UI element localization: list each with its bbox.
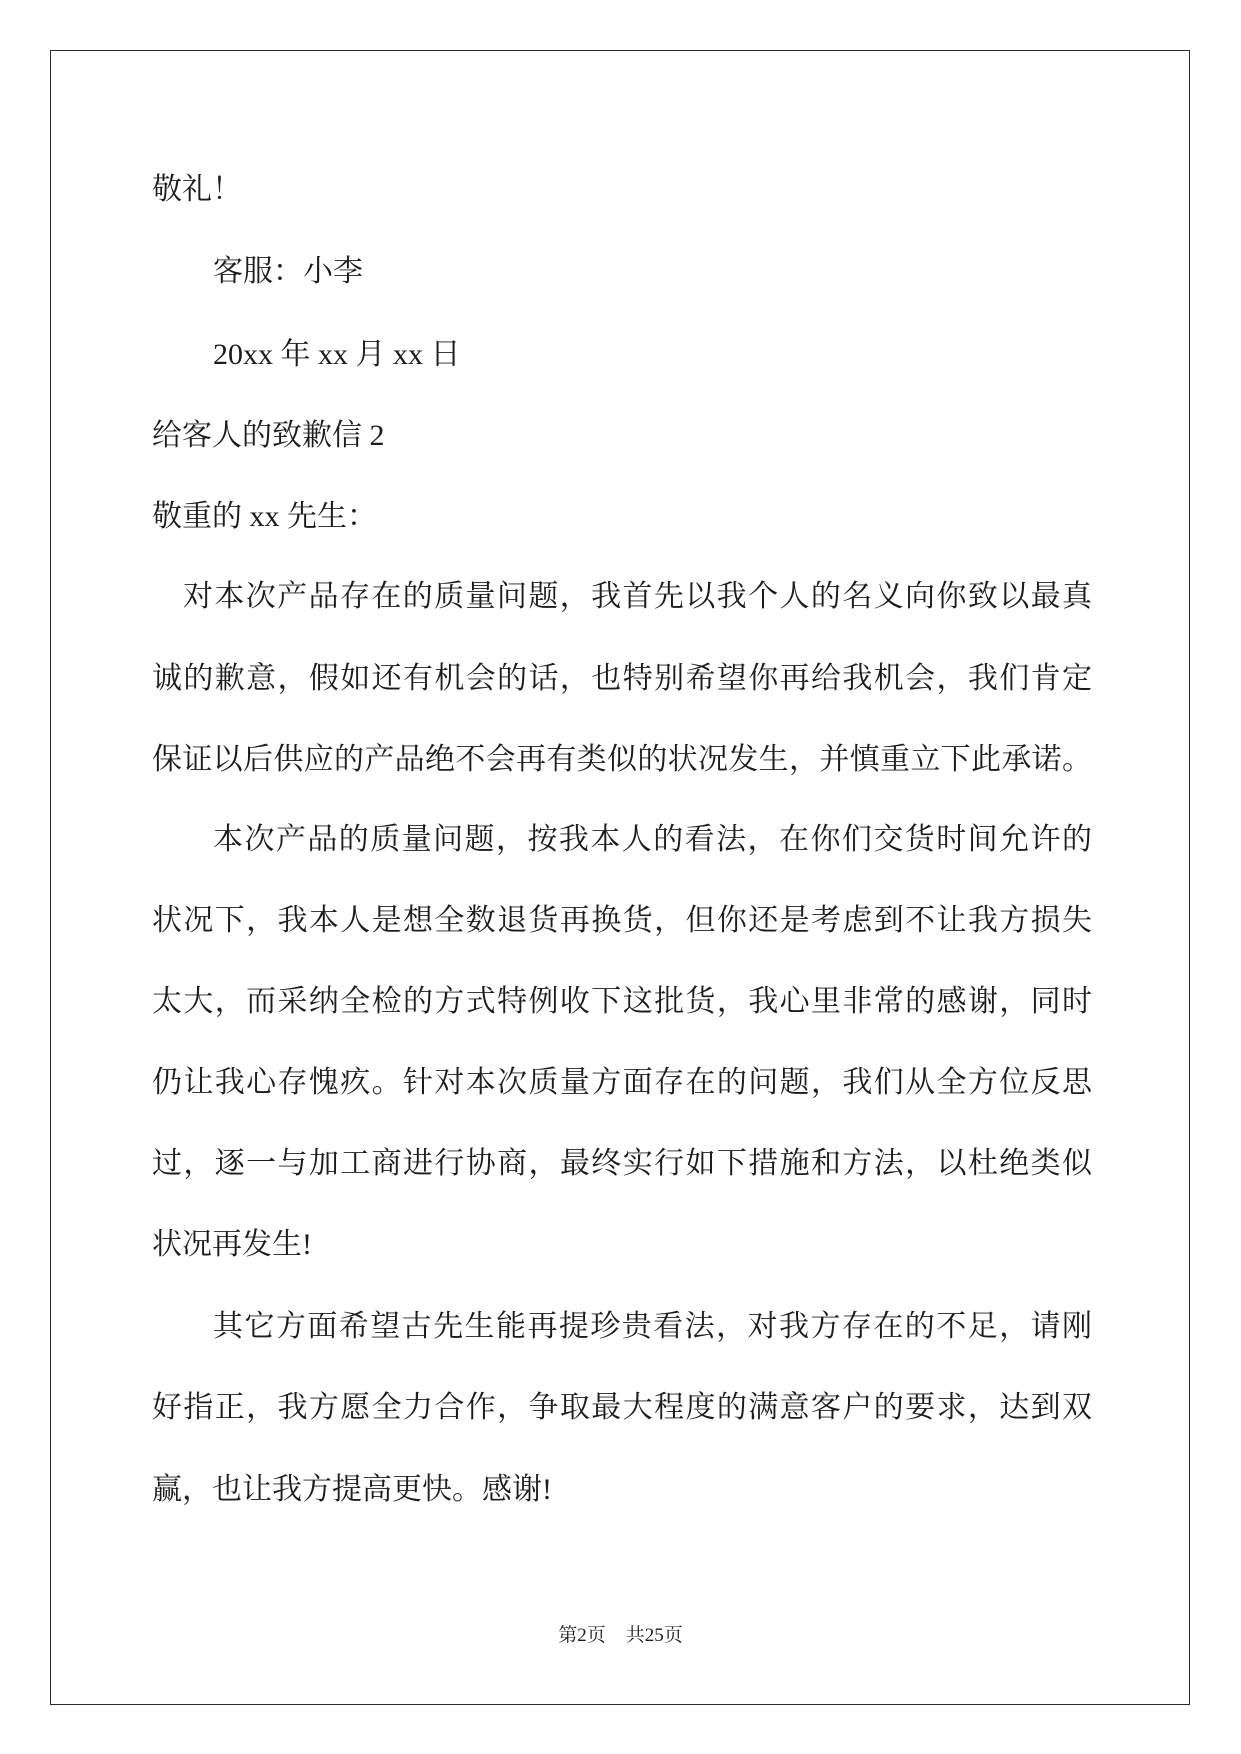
page-border: [50, 50, 1190, 1705]
closing-signature: 客服：小李: [213, 255, 363, 288]
page-total: 共25页: [625, 1625, 683, 1646]
paragraph-line: 仍让我心存愧疚。针对本次质量方面存在的问题，我们从全方位反思: [152, 1066, 1092, 1099]
closing-salutation: 敬礼！: [152, 173, 242, 206]
paragraph-line: 状况下，我本人是想全数退货再换货，但你还是考虑到不让我方损失: [152, 904, 1092, 937]
paragraph-line: 赢，也让我方提高更快。感谢!: [152, 1473, 552, 1506]
paragraph-line: 本次产品的质量问题，按我本人的看法，在你们交货时间允许的: [213, 823, 1092, 856]
paragraph-line: 状况再发生!: [152, 1228, 312, 1261]
paragraph-line: 保证以后供应的产品绝不会再有类似的状况发生，并慎重立下此承诺。: [152, 743, 1092, 776]
closing-date: 20xx 年 xx 月 xx 日: [213, 338, 461, 371]
paragraph-line: 太大，而采纳全检的方式特例收下这批货，我心里非常的感谢，同时: [152, 985, 1092, 1018]
page-number: 第2页: [558, 1625, 606, 1646]
page-footer: [0, 1624, 1241, 1648]
paragraph-line: 过，逐一与加工商进行协商，最终实行如下措施和方法，以杜绝类似: [152, 1147, 1092, 1180]
paragraph-line: 其它方面希望古先生能再提珍贵看法，对我方存在的不足，请刚: [213, 1310, 1092, 1343]
letter-greeting: 敬重的 xx 先生：: [152, 500, 377, 533]
letter-title: 给客人的致歉信 2: [152, 419, 385, 452]
paragraph-line: 对本次产品存在的质量问题，我首先以我个人的名义向你致以最真: [183, 580, 1092, 613]
paragraph-line: 诚的歉意，假如还有机会的话，也特别希望你再给我机会，我们肯定: [152, 662, 1092, 695]
paragraph-line: 好指正，我方愿全力合作，争取最大程度的满意客户的要求，达到双: [152, 1391, 1092, 1424]
